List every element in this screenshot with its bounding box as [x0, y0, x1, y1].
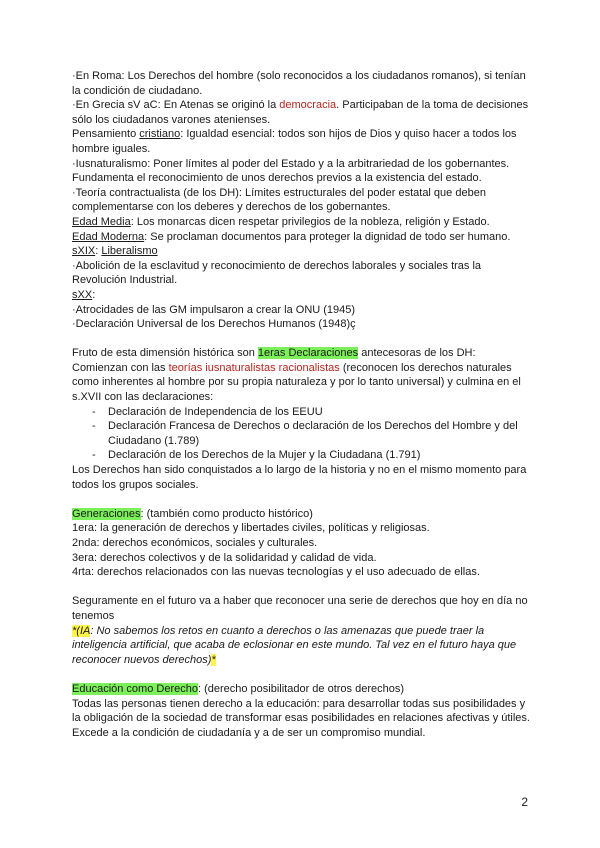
generaciones-heading: Generaciones: (también como producto histórico) — [72, 507, 313, 520]
roma-line: ·En Roma: Los Derechos del hombre (solo reconocidos a los ciudadanos romanos), si tenían la condición de ciudadano. — [72, 70, 526, 97]
iusnaturalismo-line: ·Iusnaturalismo: Poner límites al poder del Estado y a la arbitrariedad de los gobernantes. Fundamenta el reconocimiento de unos derechos previos a la existencia del estado. — [72, 157, 510, 185]
educacion-highlight: Educación como Derecho — [72, 682, 198, 695]
teorias-term: teorías iusnaturalistas racionalistas — [168, 361, 340, 374]
generacion-line: 3era: derechos colectivos y de la solidaridad y calidad de vida. — [72, 551, 377, 564]
sxx-heading: sXX: — [72, 288, 96, 301]
list-item: - Declaración Francesa de Derechos o declaración de los Derechos del Hombre y del Ciudadano (1.789) — [92, 419, 532, 448]
ia-note: *(IA: No sabemos los retos en cuanto a derechos o las amenazas que puede traer la inteligencia artificial, que acaba de eclosionar en este mundo. Tal vez en el futuro haya que reconocer nuevos derechos)* — [72, 624, 517, 666]
declaracion-universal-line: ·Declaración Universal de los Derechos Humanos (1948)ç — [72, 318, 356, 331]
abolicion-line: ·Abolición de la esclavitud y reconocimiento de derechos laborales y sociales tras la Revolución Industrial. — [72, 259, 482, 287]
conquistados-line: Los Derechos han sido conquistados a lo largo de la historia y no en el mismo momento para todos los grupos sociales. — [72, 464, 527, 491]
document-page — [72, 69, 532, 740]
edad-media-line: Edad Media: Los monarcas dicen respetar privilegios de la nobleza, religión y Estado. — [72, 215, 490, 228]
futuro-line: Seguramente en el futuro va a haber que reconocer una serie de derechos que hoy en día no tenemos — [72, 595, 528, 622]
page-number: 2 — [521, 795, 528, 809]
generacion-line: 1era: la generación de derechos y libertades civiles, políticas y religiosas. — [72, 522, 430, 535]
educacion-line: Excede a la condición de ciudadanía y a de ser un compromiso mundial. — [72, 726, 426, 739]
list-item: - Declaración de Independencia de los EEUU — [92, 405, 532, 420]
declaraciones-highlight: 1eras Declaraciones — [257, 347, 359, 360]
democracia-term: democracia — [279, 99, 337, 112]
comienzan-line: Comienzan con las teorías iusnaturalistas racionalistas (reconocen los derechos naturales como inherentes al hombre por su propia naturaleza y por lo tanto universal) y culmina en el s.XVII con las declaraciones: — [72, 361, 521, 404]
atrocidades-line: ·Atrocidades de las GM impulsaron a crear la ONU (1945) — [72, 303, 356, 316]
fruto-line: Fruto de esta dimensión histórica son 1eras Declaraciones antecesoras de los DH: — [72, 347, 476, 360]
educacion-line: Todas las personas tienen derecho a la educación: para desarrollar todas sus posibilidades y la obligación de la sociedad de transformar esas posibilidades en relaciones afectivas y útiles. — [72, 697, 530, 725]
pensamiento-line: Pensamiento cristiano: Igualdad esencial: todos son hijos de Dios y quiso hacer a todos los hombre iguales. — [72, 128, 517, 155]
declarations-list — [72, 405, 532, 463]
list-item: - Declaración de los Derechos de la Mujer y la Ciudadana (1.791) — [92, 448, 532, 463]
sxix-heading: sXIX: Liberalismo — [72, 245, 158, 258]
generacion-line: 2nda: derechos económicos, sociales y culturales. — [72, 537, 318, 549]
edad-moderna-line: Edad Moderna: Se proclaman documentos para proteger la dignidad de todo ser humano. — [72, 230, 511, 243]
generaciones-highlight: Generaciones — [72, 507, 141, 520]
grecia-line: ·En Grecia sV aC: En Atenas se originó la democracia. Participaban de la toma de decisiones sólo los ciudadanos varones atenienses. — [72, 99, 529, 126]
generacion-line: 4rta: derechos relacionados con las nuevas tecnologías y el uso adecuado de ellas. — [72, 566, 480, 579]
educacion-heading: Educación como Derecho: (derecho posibilitador de otros derechos) — [72, 682, 405, 695]
contractualista-line: ·Teoría contractualista (de los DH): Límites estructurales del poder estatal que deben complementarse con los deberes y derechos de los gobernantes. — [72, 186, 486, 214]
